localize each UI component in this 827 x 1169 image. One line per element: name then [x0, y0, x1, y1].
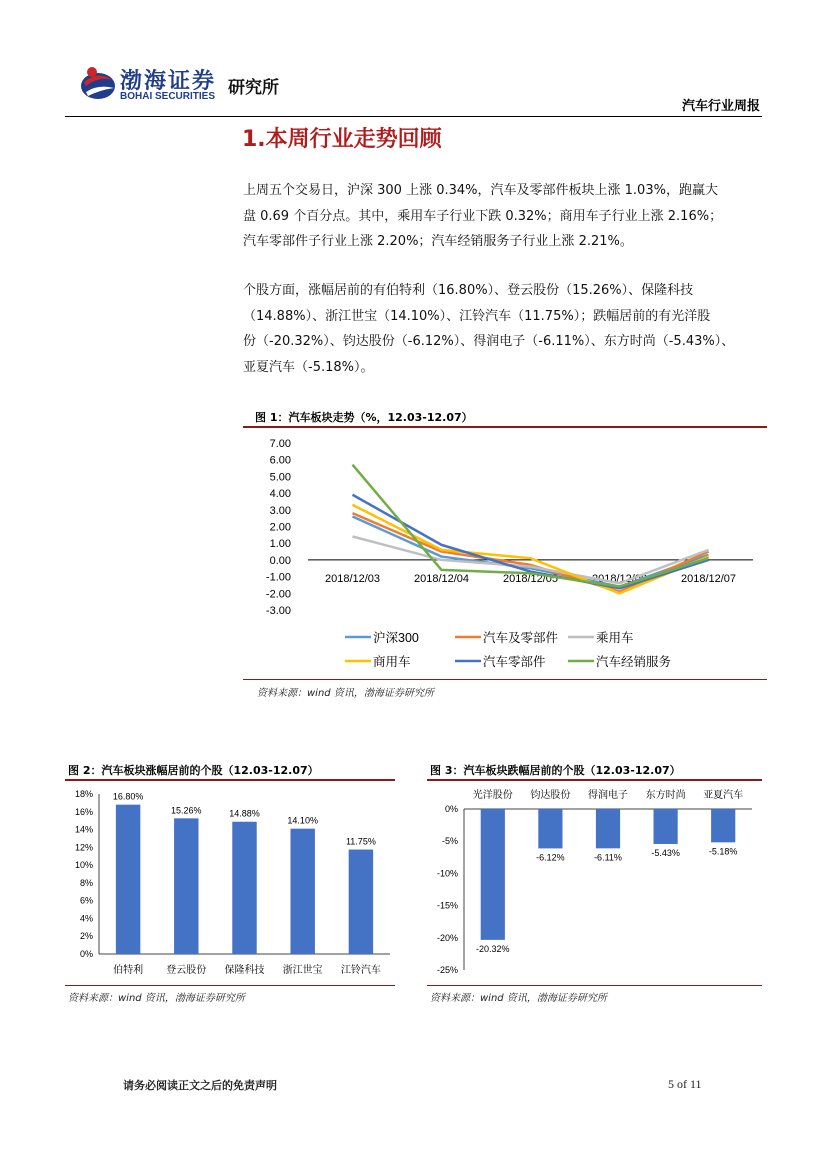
category-label: 保隆科技	[224, 965, 265, 976]
data-label: -5.18%	[708, 846, 738, 857]
paragraph-market-summary	[243, 178, 763, 255]
y-tick-label: 10%	[74, 860, 93, 871]
bar	[349, 850, 373, 954]
category-label: 东方时尚	[645, 790, 686, 801]
y-tick-label: 12%	[74, 842, 93, 853]
y-tick-label: 1.00	[269, 538, 291, 551]
y-tick-label: -5%	[441, 836, 458, 847]
figure-1-bottom-rule	[243, 679, 767, 680]
category-label: 钧达股份	[530, 790, 571, 801]
y-tick-label: -25%	[436, 965, 458, 975]
data-label: 14.88%	[229, 808, 260, 819]
y-tick-label: 2.00	[269, 521, 291, 534]
y-tick-label: -10%	[436, 868, 458, 879]
figure-2-top-rule	[65, 779, 395, 781]
figure-2-bar-chart	[65, 782, 395, 983]
bar	[290, 829, 314, 954]
figure-1-line-chart	[243, 430, 767, 678]
bar	[232, 822, 256, 954]
bar	[481, 809, 505, 940]
y-tick-label: 8%	[79, 877, 93, 888]
category-label: 伯特利	[113, 965, 144, 976]
category-label: 光洋股份	[472, 790, 513, 801]
x-tick-label: 2018/12/03	[324, 572, 381, 585]
page-number: 5 of 11	[668, 1077, 702, 1091]
legend-label: 商用车	[373, 655, 411, 669]
y-tick-label: 6%	[79, 895, 93, 906]
data-label: -20.32%	[476, 943, 510, 954]
category-label: 登云股份	[166, 965, 207, 976]
bar	[174, 818, 198, 954]
paragraph-line: （14.88%）、浙江世宝（14.10%）、江铃汽车（11.75%）；跌幅居前的有光洋股	[243, 308, 711, 324]
figure-2-source: 资料来源：wind 资讯，渤海证券研究所	[68, 993, 245, 1004]
y-tick-label: 3.00	[269, 504, 291, 517]
figure-3-source: 资料来源：wind 资讯，渤海证券研究所	[430, 993, 607, 1004]
y-tick-label: -2.00	[265, 588, 291, 601]
data-label: 14.10%	[287, 815, 318, 826]
paragraph-stock-summary	[243, 278, 763, 380]
y-tick-label: 16%	[74, 806, 93, 817]
paragraph-line: 盘 0.69 个百分点。其中，乘用车子行业下跌 0.32%；商用车子行业上涨 2.16%；	[243, 208, 723, 224]
x-tick-label: 2018/12/07	[680, 572, 737, 585]
report-type: 汽车行业周报	[681, 99, 760, 114]
institute-label: 研究所	[228, 78, 279, 98]
data-label: 16.80%	[112, 791, 144, 802]
x-tick-label: 2018/12/06	[591, 572, 648, 585]
section-title: 1.本周行业走势回顾	[242, 127, 442, 152]
y-tick-label: 0%	[79, 949, 93, 959]
footer-disclaimer: 请务必阅读正文之后的免责声明	[123, 1079, 277, 1092]
y-tick-label: -1.00	[265, 571, 291, 584]
legend-label: 汽车零部件	[483, 655, 546, 669]
figure-2-bottom-rule	[65, 985, 395, 986]
category-label: 亚夏汽车	[703, 790, 744, 801]
figure-3-top-rule	[427, 779, 762, 781]
y-tick-label: 18%	[74, 789, 93, 799]
logo-english-name: BOHAI SECURITIES	[120, 91, 216, 102]
y-tick-label: 4.00	[269, 488, 291, 501]
x-tick-label: 2018/12/05	[502, 572, 559, 585]
figure-1-title: 图 1：汽车板块走势（%，12.03-12.07）	[255, 411, 473, 424]
x-tick-label: 2018/12/04	[413, 572, 470, 585]
data-label: -6.11%	[594, 852, 622, 863]
data-label: -5.43%	[651, 847, 680, 858]
bar	[711, 809, 735, 842]
figure-1-top-rule	[243, 426, 767, 428]
y-tick-label: 0.00	[269, 554, 291, 567]
legend-label: 沪深300	[373, 631, 419, 645]
y-tick-label: 0%	[444, 804, 458, 814]
bar	[654, 809, 678, 844]
paragraph-line: 份（-20.32%）、钧达股份（-6.12%）、得润电子（-6.11%）、东方时尚（-5.43%）、	[243, 334, 735, 349]
y-tick-label: -15%	[436, 900, 458, 911]
y-tick-label: -20%	[436, 932, 458, 943]
data-label: -6.12%	[536, 852, 565, 863]
bar	[538, 809, 562, 848]
y-tick-label: -3.00	[265, 605, 291, 617]
bar	[596, 809, 620, 848]
y-tick-label: 4%	[79, 913, 93, 924]
figure-3-bar-chart	[427, 782, 762, 983]
figure-3-title: 图 3：汽车板块跌幅居前的个股（12.03-12.07）	[430, 764, 681, 777]
legend-label: 汽车及零部件	[483, 631, 559, 645]
legend-label: 汽车经销服务	[596, 655, 672, 669]
figure-2-title: 图 2：汽车板块涨幅居前的个股（12.03-12.07）	[68, 764, 319, 777]
legend-label: 乘用车	[596, 631, 634, 645]
category-label: 江铃汽车	[340, 965, 381, 976]
y-tick-label: 2%	[79, 931, 93, 942]
paragraph-line: 上周五个交易日，沪深 300 上涨 0.34%，汽车及零部件板块上涨 1.03%，跑赢大	[243, 183, 718, 198]
y-tick-label: 5.00	[269, 471, 291, 484]
category-label: 浙江世宝	[282, 965, 323, 976]
paragraph-line: 个股方面，涨幅居前的有伯特利（16.80%）、登云股份（15.26%）、保隆科技	[243, 283, 694, 298]
y-tick-label: 7.00	[269, 438, 291, 450]
logo-chinese-name: 渤海证券	[120, 68, 217, 94]
figure-1-source: 资料来源：wind 资讯，渤海证券研究所	[257, 688, 434, 699]
data-label: 15.26%	[171, 805, 202, 816]
bohai-logo-icon	[80, 64, 116, 104]
figure-3-bottom-rule	[427, 985, 762, 986]
paragraph-line: 亚夏汽车（-5.18%）。	[243, 359, 374, 375]
bar	[116, 805, 140, 954]
paragraph-line: 汽车零部件子行业上涨 2.20%；汽车经销服务子行业上涨 2.21%。	[243, 234, 633, 249]
y-tick-label: 6.00	[269, 454, 291, 467]
y-tick-label: 14%	[74, 824, 93, 835]
data-label: 11.75%	[345, 836, 376, 847]
header-divider	[65, 116, 762, 117]
category-label: 得润电子	[588, 790, 628, 801]
